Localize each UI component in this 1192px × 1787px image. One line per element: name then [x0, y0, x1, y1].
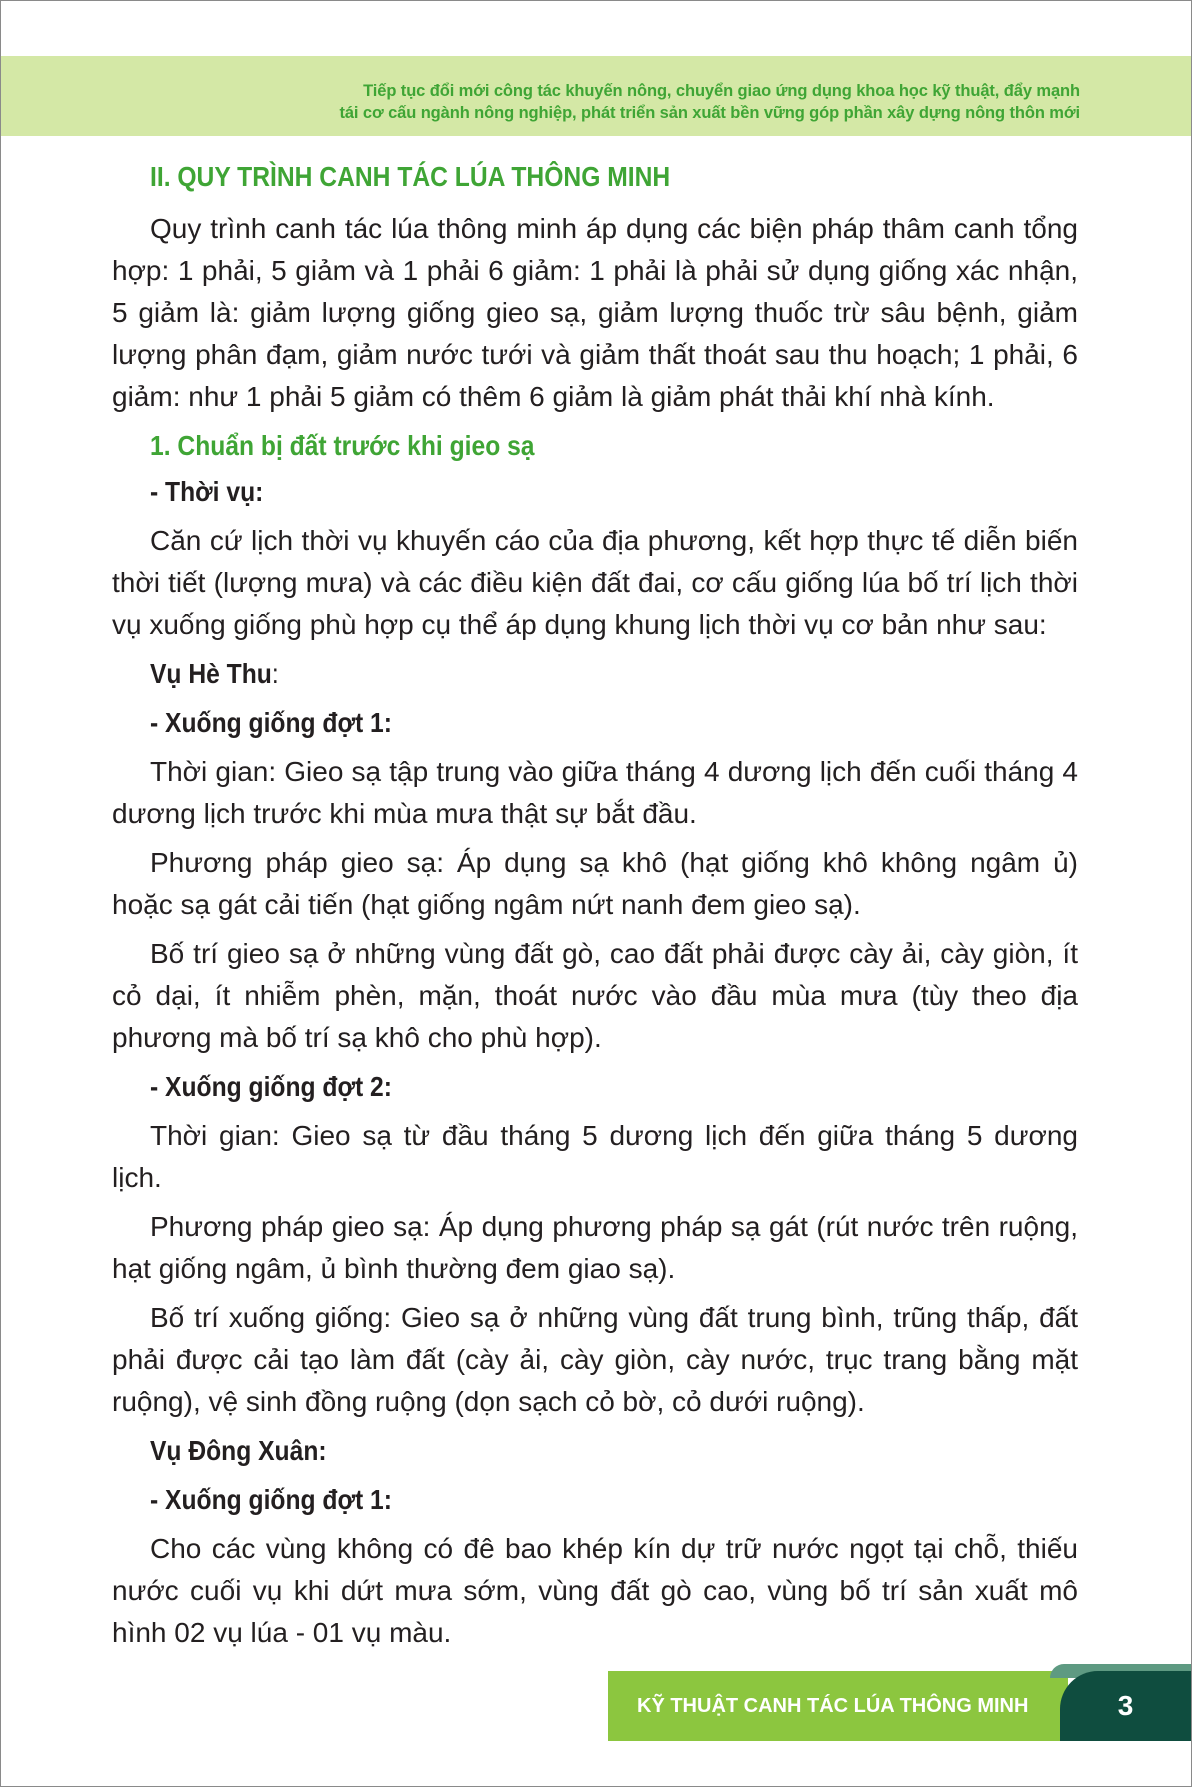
he-thu-dot2-arrange: Bố trí xuống giống: Gieo sạ ở những vùng đất trung bình, trũng thấp, đất phải được cải tạo làm đất (cày ải, cày giòn, cày nước, trục trang bằng mặt ruộng), vệ sinh đồng ruộng (dọn sạch cỏ bờ, cỏ dưới ruộng). — [112, 1302, 1078, 1417]
he-thu-dot1-time: Thời gian: Gieo sạ tập trung vào giữa tháng 4 dương lịch đến cuối tháng 4 dương lịch trước khi mùa mưa thật sự bắt đầu. — [112, 756, 1078, 829]
he-thu-dot1-method: Phương pháp gieo sạ: Áp dụng sạ khô (hạt giống khô không ngâm ủ) hoặc sạ gát cải tiến (hạt giống ngâm nứt nanh đem gieo sạ). — [112, 847, 1078, 920]
dong-xuan-dot1-text: Cho các vùng không có đê bao khép kín dự trữ nước ngọt tại chỗ, thiếu nước cuối vụ khi dứt mưa sớm, vùng đất gò cao, vùng bố trí sản xuất mô hình 02 vụ lúa - 01 vụ màu. — [112, 1533, 1078, 1648]
thoi-vu-paragraph: Căn cứ lịch thời vụ khuyến cáo của địa phương, kết hợp thực tế diễn biến thời tiết (lượng mưa) và các điều kiện đất đai, cơ cấu giống lúa bố trí lịch thời vụ xuống giống phù hợp cụ thể áp dụng khung lịch thời vụ cơ bản như sau: — [112, 525, 1078, 640]
he-thu-dot1-arrange: Bố trí gieo sạ ở những vùng đất gò, cao đất phải được cày ải, cày giòn, ít cỏ dại, ít nhiễm phèn, mặn, thoát nước vào đầu mùa mưa (tùy theo địa phương mà bố trí sạ khô cho phù hợp). — [112, 938, 1078, 1053]
running-header-line-1: Tiếp tục đổi mới công tác khuyến nông, chuyển giao ứng dụng khoa học kỹ thuật, đẩy mạnh — [363, 82, 1080, 100]
dong-xuan-label: Vụ Đông Xuân: — [150, 1435, 327, 1466]
he-thu-dot2-time: Thời gian: Gieo sạ từ đầu tháng 5 dương lịch đến giữa tháng 5 dương lịch. — [112, 1120, 1078, 1193]
section-title: II. QUY TRÌNH CANH TÁC LÚA THÔNG MINH — [150, 161, 671, 192]
dong-xuan-dot1-label: - Xuống giống đợt 1: — [150, 1484, 392, 1515]
he-thu-dot1-label: - Xuống giống đợt 1: — [150, 707, 392, 738]
running-header-line-2: tái cơ cấu ngành nông nghiệp, phát triển sản xuất bền vững góp phần xây dựng nông thôn mới — [339, 104, 1080, 122]
page-content — [112, 156, 1078, 1661]
page-number: 3 — [1117, 1690, 1134, 1721]
subsection-title: 1. Chuẩn bị đất trước khi gieo sạ — [150, 430, 535, 461]
he-thu-label — [150, 653, 967, 695]
he-thu-label-text: Vụ Hè Thu — [150, 658, 272, 689]
thoi-vu-label: - Thời vụ: — [150, 476, 264, 507]
he-thu-dot2-method: Phương pháp gieo sạ: Áp dụng phương pháp sạ gát (rút nước trên ruộng, hạt giống ngâm, ủ bình thường đem giao sạ). — [112, 1211, 1078, 1284]
he-thu-dot2-label: - Xuống giống đợt 2: — [150, 1071, 392, 1102]
intro-paragraph: Quy trình canh tác lúa thông minh áp dụng các biện pháp thâm canh tổng hợp: 1 phải, 5 giảm và 1 phải 6 giảm: 1 phải là phải sử dụng giống xác nhận, 5 giảm là: giảm lượng giống gieo sạ, giảm lượng thuốc trừ sâu bệnh, giảm lượng phân đạm, giảm nước tưới và giảm thất thoát sau thu hoạch; 1 phải, 6 giảm: như 1 phải 5 giảm có thêm 6 giảm là giảm phát thải khí nhà kính. — [112, 213, 1078, 412]
footer-title: KỸ THUẬT CANH TÁC LÚA THÔNG MINH — [637, 1695, 1029, 1717]
he-thu-label-colon: : — [271, 658, 279, 689]
